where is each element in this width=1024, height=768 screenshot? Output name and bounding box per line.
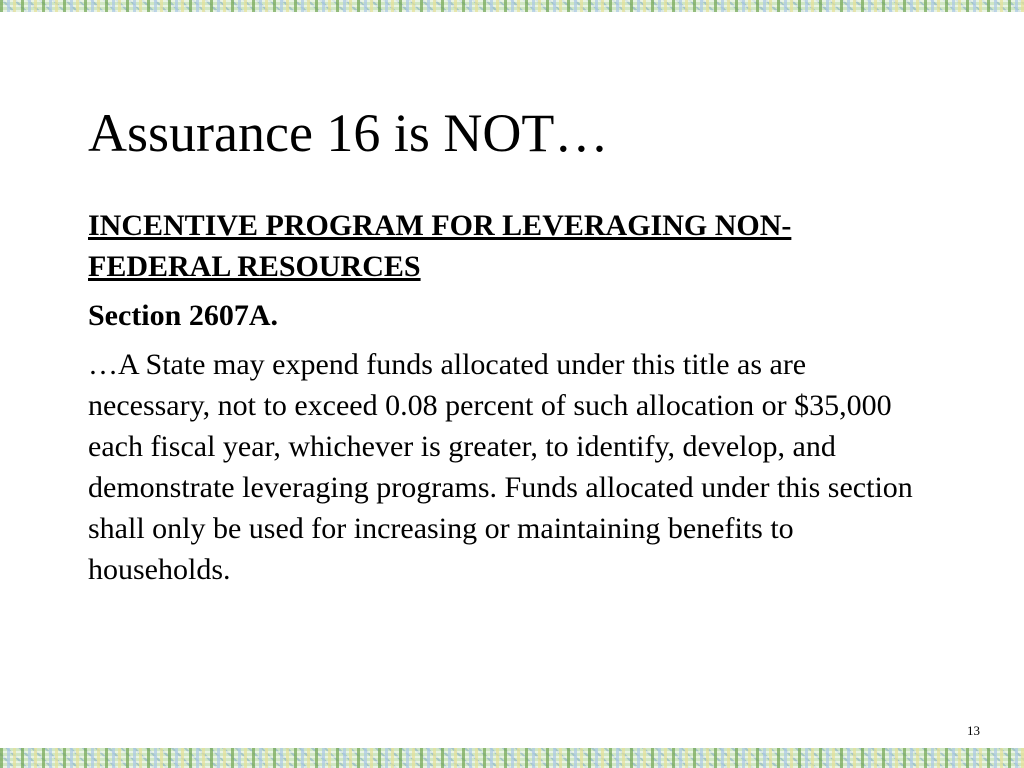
section-label: Section 2607A. (88, 299, 278, 332)
page-number: 13 (967, 723, 980, 738)
body-paragraph: …A State may expend funds allocated under this title as are necessary, not to exceed 0.08 percent of such allocation or $35,000 each fiscal year, whichever is greater, to identify, develop, and demonstrate leveraging programs. Funds allocated under this section shall only be used for increasing or maintaining benefits to households. (88, 348, 913, 586)
decorative-bottom-border (0, 748, 1024, 768)
program-heading: INCENTIVE PROGRAM FOR LEVERAGING NON-FEDERAL RESOURCES (88, 209, 792, 283)
decorative-top-border (0, 0, 1024, 12)
slide-body (88, 205, 928, 590)
slide-title: Assurance 16 is NOT… (88, 103, 609, 163)
